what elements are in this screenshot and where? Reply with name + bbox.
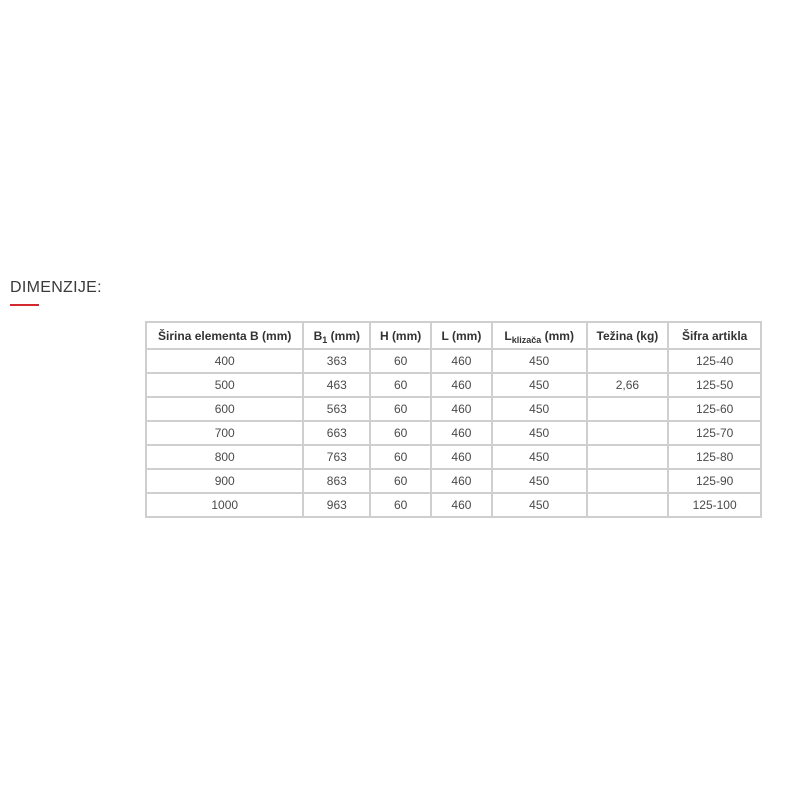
section-title: DIMENZIJE: bbox=[10, 279, 102, 296]
cell-slider-length: 450 bbox=[492, 469, 587, 493]
table-row bbox=[146, 373, 761, 397]
cell-height: 60 bbox=[370, 469, 431, 493]
table-row bbox=[146, 397, 761, 421]
title-underline bbox=[10, 304, 39, 306]
cell-height: 60 bbox=[370, 397, 431, 421]
cell-article-code: 125-100 bbox=[668, 493, 761, 517]
cell-length: 460 bbox=[431, 397, 492, 421]
cell-b1: 763 bbox=[303, 445, 370, 469]
header-article-code: Šifra artikla bbox=[668, 322, 761, 349]
cell-slider-length: 450 bbox=[492, 397, 587, 421]
cell-width: 600 bbox=[146, 397, 303, 421]
table-row bbox=[146, 349, 761, 373]
cell-b1: 963 bbox=[303, 493, 370, 517]
header-b1: $B_1$ (mm) bbox=[303, 322, 370, 349]
cell-slider-length: 450 bbox=[492, 445, 587, 469]
header-width: Širina elementa B (mm) bbox=[146, 322, 303, 349]
cell-article-code: 125-60 bbox=[668, 397, 761, 421]
cell-weight bbox=[587, 349, 669, 373]
header-length: L (mm) bbox=[431, 322, 492, 349]
cell-b1: 563 bbox=[303, 397, 370, 421]
cell-height: 60 bbox=[370, 493, 431, 517]
cell-width: 900 bbox=[146, 469, 303, 493]
table-row bbox=[146, 469, 761, 493]
cell-height: 60 bbox=[370, 421, 431, 445]
cell-length: 460 bbox=[431, 349, 492, 373]
header-weight: Težina (kg) bbox=[587, 322, 669, 349]
cell-length: 460 bbox=[431, 469, 492, 493]
cell-width: 500 bbox=[146, 373, 303, 397]
cell-width: 800 bbox=[146, 445, 303, 469]
cell-b1: 863 bbox=[303, 469, 370, 493]
cell-weight bbox=[587, 445, 669, 469]
cell-height: 60 bbox=[370, 349, 431, 373]
cell-b1: 463 bbox=[303, 373, 370, 397]
header-slider-length: $L_{klizača}$ (mm) bbox=[492, 322, 587, 349]
cell-height: 60 bbox=[370, 445, 431, 469]
cell-width: 400 bbox=[146, 349, 303, 373]
cell-width: 1000 bbox=[146, 493, 303, 517]
cell-length: 460 bbox=[431, 445, 492, 469]
cell-width: 700 bbox=[146, 421, 303, 445]
cell-article-code: 125-90 bbox=[668, 469, 761, 493]
header-height: H (mm) bbox=[370, 322, 431, 349]
table-row bbox=[146, 445, 761, 469]
dimensions-table bbox=[145, 321, 762, 518]
cell-height: 60 bbox=[370, 373, 431, 397]
cell-weight bbox=[587, 493, 669, 517]
cell-article-code: 125-50 bbox=[668, 373, 761, 397]
cell-slider-length: 450 bbox=[492, 421, 587, 445]
cell-slider-length: 450 bbox=[492, 349, 587, 373]
cell-b1: 663 bbox=[303, 421, 370, 445]
cell-article-code: 125-40 bbox=[668, 349, 761, 373]
cell-slider-length: 450 bbox=[492, 493, 587, 517]
cell-weight bbox=[587, 421, 669, 445]
table-row bbox=[146, 421, 761, 445]
table-row bbox=[146, 493, 761, 517]
cell-weight bbox=[587, 397, 669, 421]
cell-length: 460 bbox=[431, 421, 492, 445]
cell-length: 460 bbox=[431, 493, 492, 517]
cell-weight bbox=[587, 469, 669, 493]
cell-weight: 2,66 bbox=[587, 373, 669, 397]
cell-article-code: 125-70 bbox=[668, 421, 761, 445]
cell-b1: 363 bbox=[303, 349, 370, 373]
table-header-row bbox=[146, 322, 761, 349]
cell-slider-length: 450 bbox=[492, 373, 587, 397]
cell-article-code: 125-80 bbox=[668, 445, 761, 469]
cell-length: 460 bbox=[431, 373, 492, 397]
